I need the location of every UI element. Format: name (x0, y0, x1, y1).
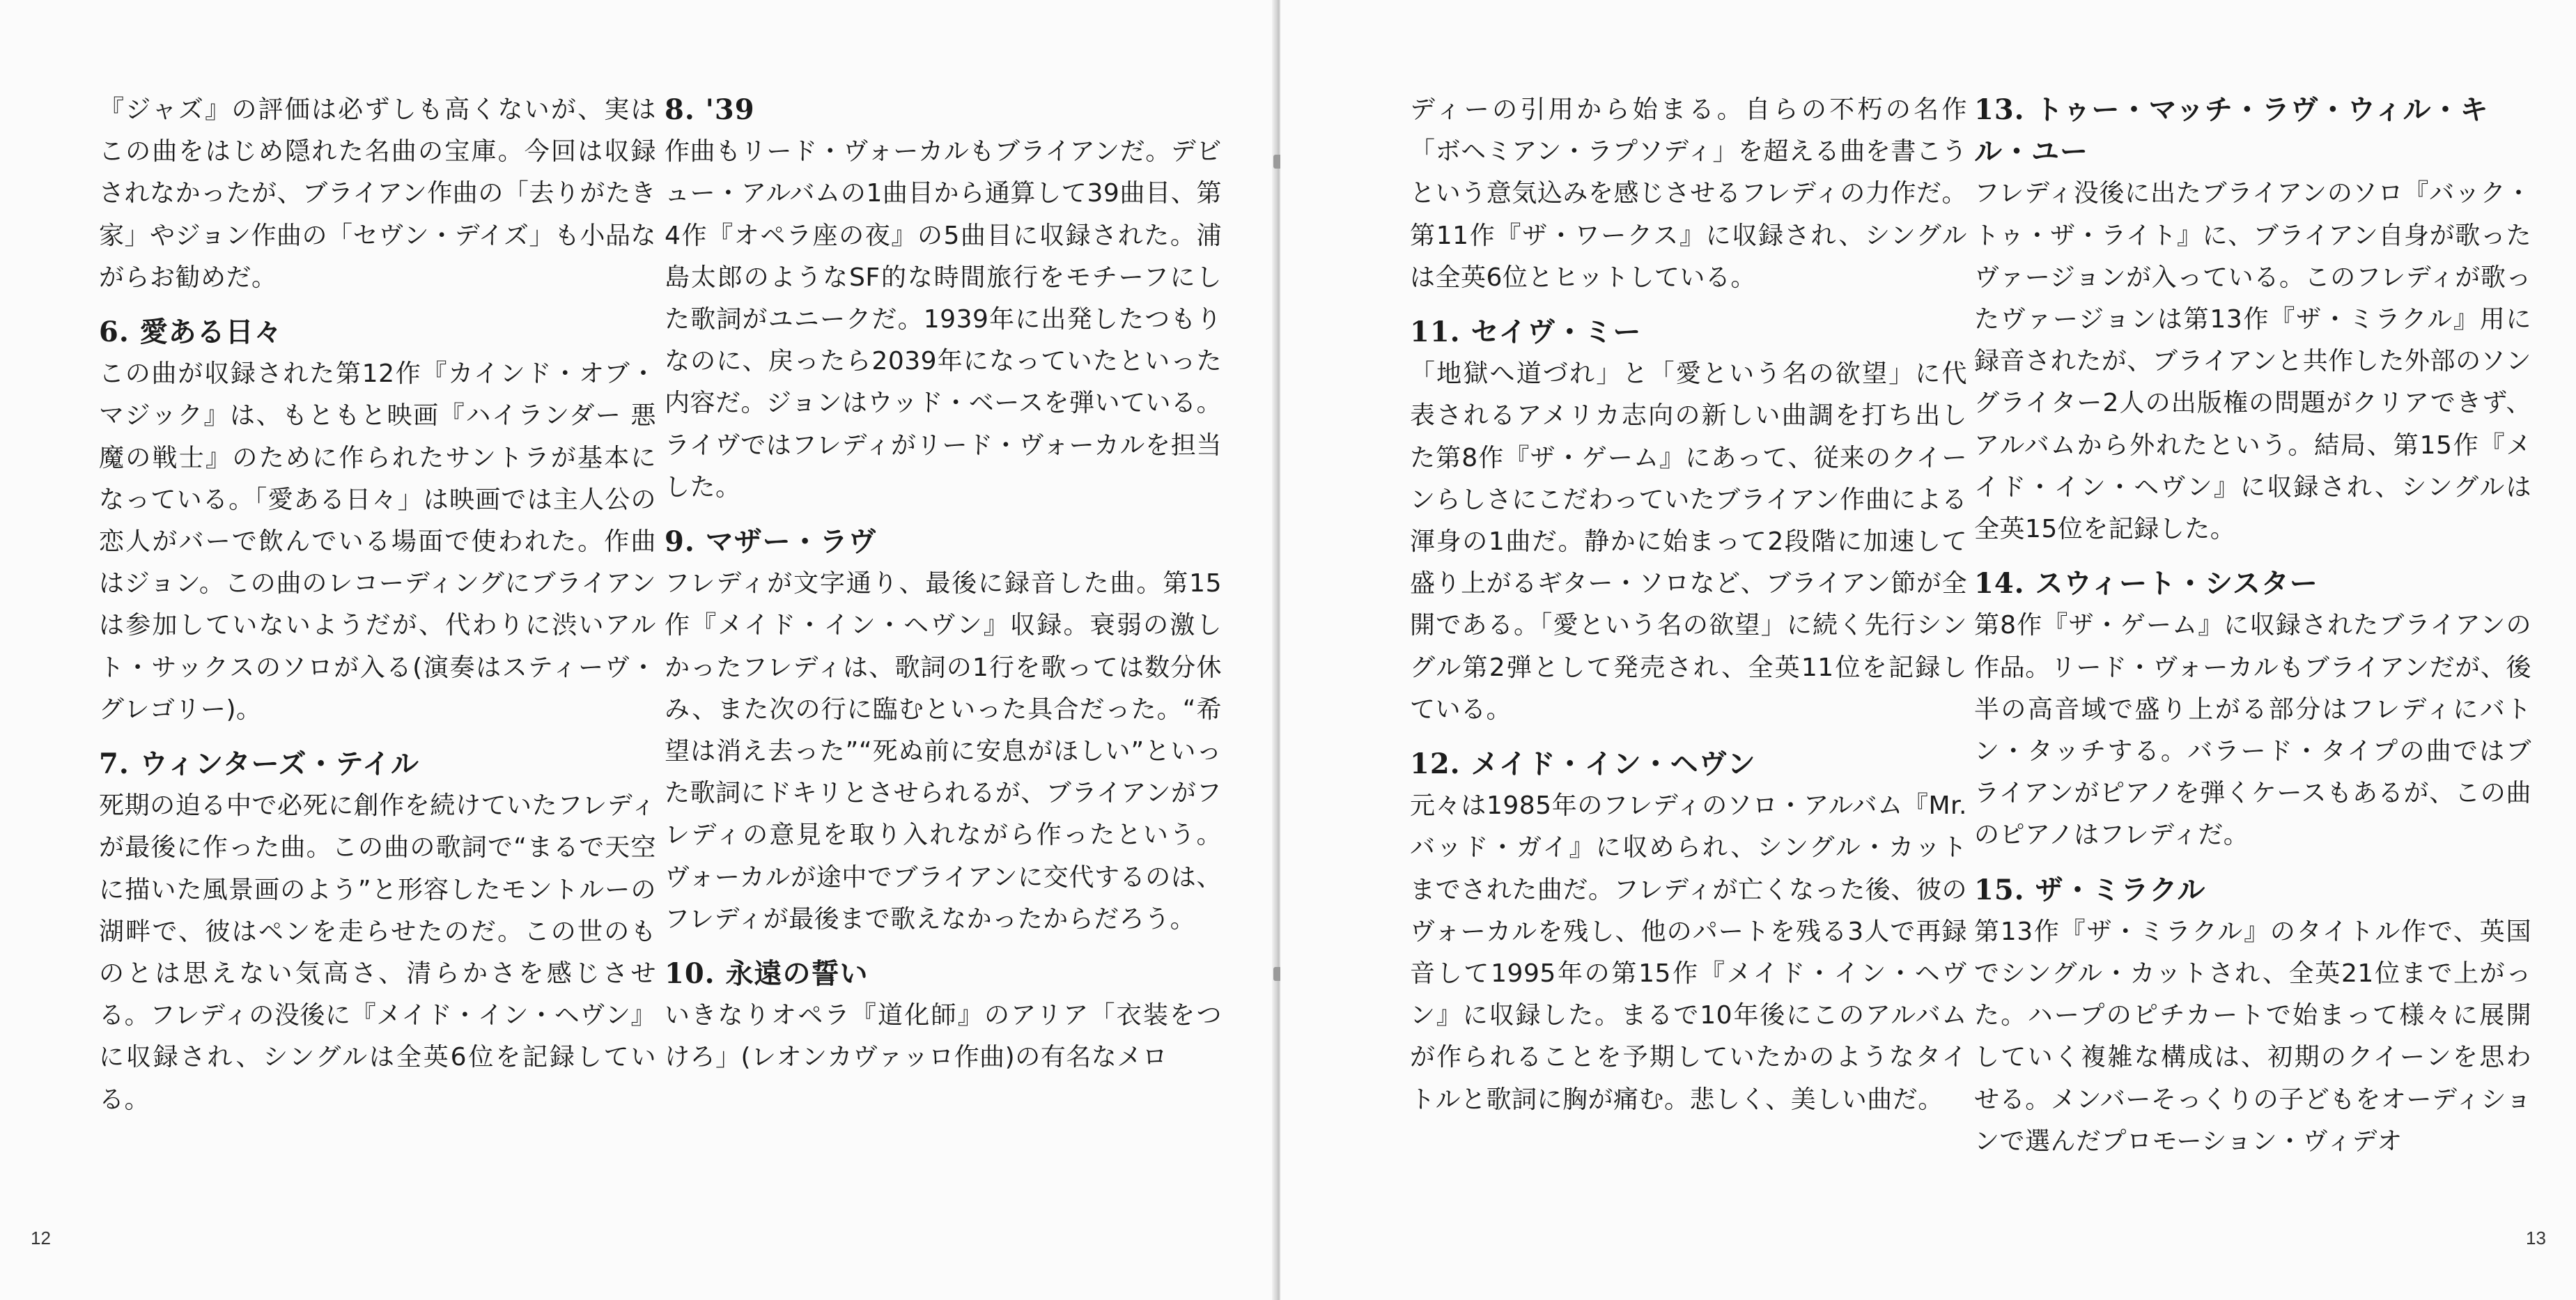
song-11-heading: 11. セイヴ・ミー (1410, 316, 1642, 349)
song-15-heading: 15. ザ・ミラクル (1974, 873, 2206, 906)
intro-paragraph: 『ジャズ』の評価は必ずしも高くないが、実はこの曲をはじめ隠れた名曲の宝庫。今回は収録されなかったが、ブライアン作曲の「去りがたき家」やジョン作曲の「セヴン・デイズ」も小品ながらお勧めだ。 (99, 95, 656, 292)
song-11-body: 「地獄へ道づれ」と「愛という名の欲望」に代表されるアメリカ志向の新しい曲調を打ち出した第8作『ザ・ゲーム』にあって、従来のクイーンらしさにこだわっていたブライアン作曲による渾身の1曲だ。静かに始まって2段階に加速して盛り上がるギター・ソロなど、ブライアン節が全開である。「愛という名の欲望」に続く先行シングル第2弾として発売され、全英11位を記録している。 (1410, 359, 1967, 724)
song-10-body-continued: ディーの引用から始まる。自らの不朽の名作「ボヘミアン・ラプソディ」を超える曲を書こうという意気込みを感じさせるフレディの力作だ。第11作『ザ・ワークス』に収録され、シングルは全英6位とヒットしている。 (1410, 95, 1967, 292)
song-8-body: 作曲もリード・ヴォーカルもブライアンだ。デビュー・アルバムの1曲目から通算して39曲目、第4作『オペラ座の夜』の5曲目に収録された。浦島太郎のようなSF的な時間旅行をモチーフにした歌詞がユニークだ。1939年に出発したつもりなのに、戻ったら2039年になっていたといった内容だ。ジョンはウッド・ベースを弾いている。ライヴではフレディがリード・ヴォーカルを担当した。 (665, 137, 1222, 502)
page-number-left: 12 (31, 1228, 51, 1248)
left-page-column-1 (99, 89, 656, 1121)
right-page-column-1 (1410, 89, 1967, 1121)
right-page-column-2 (1974, 89, 2531, 1163)
song-7-heading: 7. ウィンターズ・テイル (99, 748, 419, 781)
song-9-heading: 9. マザー・ラヴ (665, 525, 877, 559)
left-page (0, 0, 1275, 1300)
song-7-body: 死期の迫る中で必死に創作を続けていたフレディが最後に作った曲。この曲の歌詞で“まるで天空に描いた風景画のよう”と形容したモントルーの湖畔で、彼はペンを走らせたのだ。この世のものとは思えない気高さ、清らかさを感じさせる。フレディの没後に『メイド・イン・ヘヴン』に収録され、シングルは全英6位を記録している。 (99, 791, 656, 1114)
left-page-column-2 (665, 89, 1222, 1079)
song-12-heading: 12. メイド・イン・ヘヴン (1410, 748, 1756, 781)
song-15-body: 第13作『ザ・ミラクル』のタイトル作で、英国でシングル・カットされ、全英21位まで上がった。ハープのピチカートで始まって様々に展開していく複雑な構成は、初期のクイーンを思わせる。メンバーそっくりの子どもをオーディションで選んだプロモーション・ヴィデオ (1974, 917, 2531, 1156)
song-10-body: いきなりオペラ『道化師』のアリア「衣装をつけろ」(レオンカヴァッロ作曲)の有名なメロ (665, 1001, 1222, 1072)
song-6-body: この曲が収録された第12作『カインド・オブ・マジック』は、もともと映画『ハイランダー 悪魔の戦士』のために作られたサントラが基本になっている。「愛ある日々」は映画では主人公の恋人がバーで飲んでいる場面で使われた。作曲はジョン。この曲のレコーディングにブライアンは参加していないようだが、代わりに渋いアルト・サックスのソロが入る(演奏はスティーヴ・グレゴリー)。 (99, 359, 656, 724)
song-10-heading: 10. 永遠の誓い (665, 957, 869, 991)
song-13-heading: 13. トゥー・マッチ・ラヴ・ウィル・キル・ユー (1974, 93, 2489, 169)
song-14-heading: 14. スウィート・シスター (1974, 567, 2318, 601)
song-6-heading: 6. 愛ある日々 (99, 316, 283, 349)
song-12-body: 元々は1985年のフレディのソロ・アルバム『Mr.バッド・ガイ』に収められ、シングル・カットまでされた曲だ。フレディが亡くなった後、彼のヴォーカルを残し、他のパートを残る3人で再録音して1995年の第15作『メイド・イン・ヘヴン』に収録した。まるで10年後にこのアルバムが作られることを予期していたかのようなタイトルと歌詞に胸が痛む。悲しく、美しい曲だ。 (1410, 791, 1967, 1114)
song-8-heading: 8. '39 (665, 93, 755, 126)
song-9-body: フレディが文字通り、最後に録音した曲。第15作『メイド・イン・ヘヴン』収録。衰弱の激しかったフレディは、歌詞の1行を歌っては数分休み、また次の行に臨むといった具合だった。“希望は消え去った”“死ぬ前に安息がほしい”といった歌詞にドキリとさせられるが、ブライアンがフレディの意見を取り入れながら作ったという。ヴォーカルが途中でブライアンに交代するのは、フレディが最後まで歌えなかったからだろう。 (665, 569, 1222, 934)
song-13-body: フレディ没後に出たブライアンのソロ『バック・トゥ・ザ・ライト』に、ブライアン自身が歌ったヴァージョンが入っている。このフレディが歌ったヴァージョンは第13作『ザ・ミラクル』用に録音されたが、ブライアンと共作した外部のソングライター2人の出版権の問題がクリアできず、アルバムから外れたという。結局、第15作『メイド・イン・ヘヴン』に収録され、シングルは全英15位を記録した。 (1974, 179, 2531, 544)
page-number-right: 13 (2526, 1228, 2546, 1248)
song-14-body: 第8作『ザ・ゲーム』に収録されたブライアンの作品。リード・ヴォーカルもブライアンだが、後半の高音域で盛り上がる部分はフレディにバトン・タッチする。バラード・タイプの曲ではブライアンがピアノを弾くケースもあるが、この曲のピアノはフレディだ。 (1974, 611, 2531, 850)
